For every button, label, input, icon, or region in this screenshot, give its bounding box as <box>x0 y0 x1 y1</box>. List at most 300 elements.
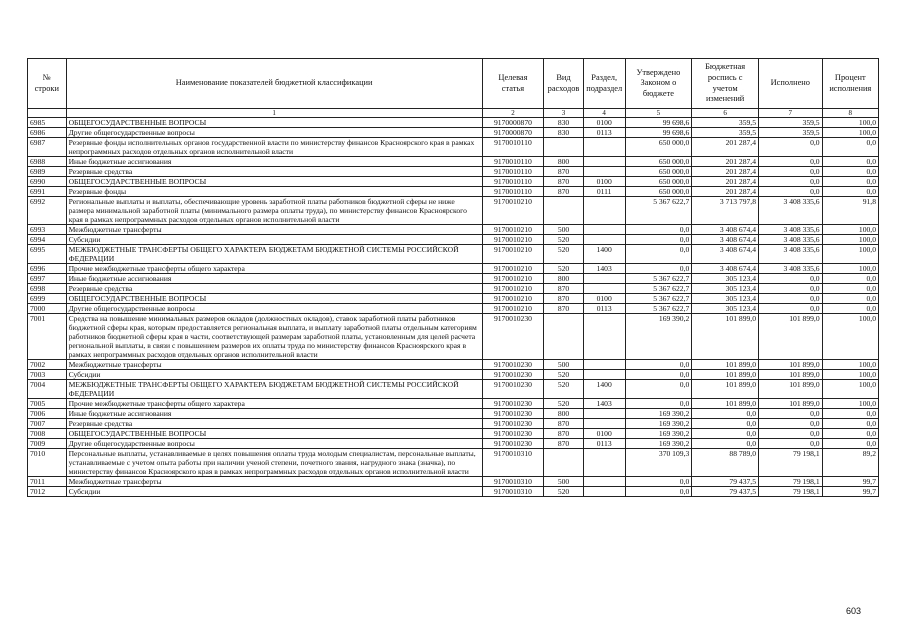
roster-amount: 101 899,0 <box>692 370 759 380</box>
expense-type: 870 <box>544 419 584 429</box>
header-row-number: № строки <box>28 59 67 109</box>
table-row <box>28 167 879 177</box>
table-row <box>28 477 879 487</box>
section: 1400 <box>583 245 625 264</box>
target-article: 9170010210 <box>482 197 544 225</box>
roster-amount: 201 287,4 <box>692 138 759 157</box>
target-article: 9170010110 <box>482 157 544 167</box>
approved-amount: 169 390,2 <box>625 419 692 429</box>
execution-percent: 0,0 <box>822 177 878 187</box>
indicator-name: ОБЩЕГОСУДАРСТВЕННЫЕ ВОПРОСЫ <box>66 118 482 128</box>
table-row <box>28 314 879 360</box>
section <box>583 409 625 419</box>
section <box>583 197 625 225</box>
roster-amount: 201 287,4 <box>692 167 759 177</box>
execution-percent: 0,0 <box>822 274 878 284</box>
target-article: 9170010110 <box>482 177 544 187</box>
roster-amount: 101 899,0 <box>692 360 759 370</box>
table-row <box>28 177 879 187</box>
indicator-name: Резервные фонды <box>66 187 482 197</box>
expense-type: 520 <box>544 399 584 409</box>
indicator-name: Межбюджетные трансферты <box>66 360 482 370</box>
row-number: 6992 <box>28 197 67 225</box>
expense-type: 520 <box>544 487 584 497</box>
expense-type <box>544 197 584 225</box>
roster-amount: 79 437,5 <box>692 477 759 487</box>
execution-percent: 100,0 <box>822 235 878 245</box>
target-article: 9170010210 <box>482 245 544 264</box>
executed-amount: 79 198,1 <box>759 449 823 477</box>
executed-amount: 0,0 <box>759 138 823 157</box>
roster-amount: 305 123,4 <box>692 274 759 284</box>
target-article: 9170010230 <box>482 429 544 439</box>
row-number: 7007 <box>28 419 67 429</box>
row-number: 6990 <box>28 177 67 187</box>
roster-amount: 3 408 674,4 <box>692 235 759 245</box>
table-row <box>28 118 879 128</box>
row-number: 6996 <box>28 264 67 274</box>
expense-type <box>544 449 584 477</box>
target-article: 9170010310 <box>482 487 544 497</box>
executed-amount: 0,0 <box>759 187 823 197</box>
execution-percent: 0,0 <box>822 409 878 419</box>
row-number: 6995 <box>28 245 67 264</box>
executed-amount: 79 198,1 <box>759 487 823 497</box>
indicator-name: Персональные выплаты, устанавливаемые в целях повышения оплаты труда молодым специалистам, персональные выплаты, устанавливаемые с учетом опыта работы при наличии ученой степени, почетного звания, нагрудного знака (значка), по министерству финансов Красноярского края в рамках непрограммных расходов отдельных органов исполнительной власти <box>66 449 482 477</box>
execution-percent: 100,0 <box>822 118 878 128</box>
roster-amount: 0,0 <box>692 439 759 449</box>
indicator-name: Резервные средства <box>66 419 482 429</box>
approved-amount: 650 000,0 <box>625 177 692 187</box>
indicator-name: Средства на повышение минимальных размеров окладов (должностных окладов), ставок заработной платы работников бюджетной сферы края, которым предоставляется региональная выплата, и выплату заработной платы отдельным категориям работников бюджетной сферы края в части, соответствующей размерам заработной платы, установленным для целей расчета региональной выплаты, в связи с повышением размеров их оплаты труда по министерству финансов Красноярского края в рамках непрограммных расходов отдельных органов исполнительной власти <box>66 314 482 360</box>
execution-percent: 0,0 <box>822 419 878 429</box>
indicator-name: Иные бюджетные ассигнования <box>66 409 482 419</box>
row-number: 7002 <box>28 360 67 370</box>
expense-type: 800 <box>544 274 584 284</box>
expense-type: 870 <box>544 177 584 187</box>
executed-amount: 0,0 <box>759 304 823 314</box>
expense-type: 870 <box>544 429 584 439</box>
table-row <box>28 138 879 157</box>
indicator-name: Субсидии <box>66 235 482 245</box>
page-number: 603 <box>846 606 862 616</box>
section <box>583 449 625 477</box>
row-number: 6991 <box>28 187 67 197</box>
roster-amount: 201 287,4 <box>692 187 759 197</box>
expense-type: 870 <box>544 304 584 314</box>
target-article: 9170010110 <box>482 187 544 197</box>
section: 0113 <box>583 128 625 138</box>
executed-amount: 101 899,0 <box>759 370 823 380</box>
section <box>583 314 625 360</box>
row-number: 6993 <box>28 225 67 235</box>
approved-amount: 0,0 <box>625 235 692 245</box>
approved-amount: 5 367 622,7 <box>625 294 692 304</box>
row-number: 6987 <box>28 138 67 157</box>
row-number: 7011 <box>28 477 67 487</box>
target-article: 9170010110 <box>482 167 544 177</box>
section: 1403 <box>583 399 625 409</box>
target-article: 9170010230 <box>482 419 544 429</box>
target-article: 9170010230 <box>482 380 544 399</box>
roster-amount: 101 899,0 <box>692 380 759 399</box>
row-number: 7006 <box>28 409 67 419</box>
approved-amount: 169 390,2 <box>625 439 692 449</box>
table-row <box>28 187 879 197</box>
expense-type: 800 <box>544 409 584 419</box>
table-row <box>28 429 879 439</box>
row-number: 7005 <box>28 399 67 409</box>
expense-type: 800 <box>544 157 584 167</box>
roster-amount: 3 408 674,4 <box>692 225 759 235</box>
expense-type: 520 <box>544 235 584 245</box>
target-article: 9170010230 <box>482 409 544 419</box>
executed-amount: 0,0 <box>759 177 823 187</box>
indicator-name: Межбюджетные трансферты <box>66 477 482 487</box>
execution-percent: 0,0 <box>822 429 878 439</box>
column-number: 7 <box>759 109 823 118</box>
execution-percent: 100,0 <box>822 360 878 370</box>
table-row <box>28 294 879 304</box>
column-number: 8 <box>822 109 878 118</box>
column-number: 6 <box>692 109 759 118</box>
execution-percent: 100,0 <box>822 370 878 380</box>
executed-amount: 101 899,0 <box>759 399 823 409</box>
expense-type: 520 <box>544 264 584 274</box>
executed-amount: 3 408 335,6 <box>759 245 823 264</box>
row-number: 7003 <box>28 370 67 380</box>
table-row <box>28 225 879 235</box>
table-header <box>28 59 879 118</box>
target-article: 9170010210 <box>482 284 544 294</box>
execution-percent: 100,0 <box>822 399 878 409</box>
roster-amount: 0,0 <box>692 429 759 439</box>
indicator-name: Субсидии <box>66 370 482 380</box>
execution-percent: 100,0 <box>822 225 878 235</box>
approved-amount: 5 367 622,7 <box>625 197 692 225</box>
section: 0111 <box>583 187 625 197</box>
approved-amount: 0,0 <box>625 399 692 409</box>
expense-type: 830 <box>544 128 584 138</box>
execution-percent: 100,0 <box>822 245 878 264</box>
table-row <box>28 274 879 284</box>
row-number: 6989 <box>28 167 67 177</box>
section: 0113 <box>583 439 625 449</box>
approved-amount: 0,0 <box>625 487 692 497</box>
target-article: 9170010210 <box>482 274 544 284</box>
row-number: 6998 <box>28 284 67 294</box>
indicator-name: Прочие межбюджетные трансферты общего характера <box>66 399 482 409</box>
executed-amount: 0,0 <box>759 157 823 167</box>
approved-amount: 0,0 <box>625 477 692 487</box>
execution-percent: 0,0 <box>822 167 878 177</box>
roster-amount: 0,0 <box>692 409 759 419</box>
target-article: 9170010230 <box>482 439 544 449</box>
executed-amount: 0,0 <box>759 294 823 304</box>
executed-amount: 101 899,0 <box>759 314 823 360</box>
table-row <box>28 245 879 264</box>
roster-amount: 3 408 674,4 <box>692 245 759 264</box>
row-number: 6994 <box>28 235 67 245</box>
executed-amount: 0,0 <box>759 167 823 177</box>
roster-amount: 79 437,5 <box>692 487 759 497</box>
target-article: 9170010210 <box>482 225 544 235</box>
target-article: 9170010210 <box>482 264 544 274</box>
roster-amount: 359,5 <box>692 118 759 128</box>
expense-type: 520 <box>544 380 584 399</box>
approved-amount: 0,0 <box>625 264 692 274</box>
execution-percent: 0,0 <box>822 294 878 304</box>
section: 1403 <box>583 264 625 274</box>
row-number: 6986 <box>28 128 67 138</box>
approved-amount: 99 698,6 <box>625 118 692 128</box>
table-row <box>28 235 879 245</box>
expense-type: 870 <box>544 439 584 449</box>
indicator-name: Прочие межбюджетные трансферты общего характера <box>66 264 482 274</box>
section: 0100 <box>583 177 625 187</box>
expense-type: 870 <box>544 284 584 294</box>
approved-amount: 0,0 <box>625 360 692 370</box>
target-article: 9170010230 <box>482 360 544 370</box>
table-row <box>28 360 879 370</box>
column-number: 1 <box>66 109 482 118</box>
section <box>583 419 625 429</box>
execution-percent: 100,0 <box>822 264 878 274</box>
executed-amount: 359,5 <box>759 128 823 138</box>
approved-amount: 5 367 622,7 <box>625 274 692 284</box>
target-article: 9170010230 <box>482 314 544 360</box>
roster-amount: 3 713 797,8 <box>692 197 759 225</box>
executed-amount: 0,0 <box>759 429 823 439</box>
row-number: 7010 <box>28 449 67 477</box>
indicator-name: Межбюджетные трансферты <box>66 225 482 235</box>
section <box>583 138 625 157</box>
execution-percent: 0,0 <box>822 138 878 157</box>
indicator-name: МЕЖБЮДЖЕТНЫЕ ТРАНСФЕРТЫ ОБЩЕГО ХАРАКТЕРА БЮДЖЕТАМ БЮДЖЕТНОЙ СИСТЕМЫ РОССИЙСКОЙ ФЕДЕРАЦИИ <box>66 245 482 264</box>
execution-percent: 99,7 <box>822 487 878 497</box>
expense-type: 830 <box>544 118 584 128</box>
expense-type <box>544 138 584 157</box>
section: 0100 <box>583 118 625 128</box>
approved-amount: 0,0 <box>625 225 692 235</box>
table-body <box>28 118 879 497</box>
column-number <box>28 109 67 118</box>
table-row <box>28 487 879 497</box>
table-row <box>28 370 879 380</box>
executed-amount: 0,0 <box>759 439 823 449</box>
row-number: 7000 <box>28 304 67 314</box>
section: 0113 <box>583 304 625 314</box>
target-article: 9170010110 <box>482 138 544 157</box>
row-number: 7009 <box>28 439 67 449</box>
executed-amount: 79 198,1 <box>759 477 823 487</box>
column-number: 5 <box>625 109 692 118</box>
target-article: 9170010230 <box>482 370 544 380</box>
approved-amount: 99 698,6 <box>625 128 692 138</box>
execution-percent: 100,0 <box>822 128 878 138</box>
row-number: 7004 <box>28 380 67 399</box>
approved-amount: 650 000,0 <box>625 187 692 197</box>
section <box>583 370 625 380</box>
header-approved: Утверждено Законом о бюджете <box>625 59 692 109</box>
target-article: 9170010210 <box>482 235 544 245</box>
execution-percent: 99,7 <box>822 477 878 487</box>
header-target-article: Целевая статья <box>482 59 544 109</box>
table-row <box>28 439 879 449</box>
target-article: 9170010210 <box>482 304 544 314</box>
expense-type: 500 <box>544 360 584 370</box>
target-article: 9170000870 <box>482 128 544 138</box>
table-row <box>28 128 879 138</box>
section <box>583 477 625 487</box>
executed-amount: 359,5 <box>759 118 823 128</box>
approved-amount: 0,0 <box>625 245 692 264</box>
section: 1400 <box>583 380 625 399</box>
target-article: 9170010230 <box>482 399 544 409</box>
roster-amount: 359,5 <box>692 128 759 138</box>
row-number: 7008 <box>28 429 67 439</box>
executed-amount: 0,0 <box>759 419 823 429</box>
roster-amount: 201 287,4 <box>692 177 759 187</box>
table-row <box>28 197 879 225</box>
indicator-name: Резервные средства <box>66 167 482 177</box>
executed-amount: 3 408 335,6 <box>759 264 823 274</box>
column-number-row <box>28 109 879 118</box>
indicator-name: Другие общегосударственные вопросы <box>66 439 482 449</box>
indicator-name: Другие общегосударственные вопросы <box>66 304 482 314</box>
approved-amount: 0,0 <box>625 370 692 380</box>
executed-amount: 3 408 335,6 <box>759 235 823 245</box>
roster-amount: 101 899,0 <box>692 399 759 409</box>
row-number: 7012 <box>28 487 67 497</box>
executed-amount: 0,0 <box>759 274 823 284</box>
indicator-name: МЕЖБЮДЖЕТНЫЕ ТРАНСФЕРТЫ ОБЩЕГО ХАРАКТЕРА БЮДЖЕТАМ БЮДЖЕТНОЙ СИСТЕМЫ РОССИЙСКОЙ ФЕДЕРАЦИИ <box>66 380 482 399</box>
approved-amount: 169 390,2 <box>625 429 692 439</box>
execution-percent: 100,0 <box>822 380 878 399</box>
expense-type <box>544 314 584 360</box>
execution-percent: 0,0 <box>822 439 878 449</box>
approved-amount: 370 109,3 <box>625 449 692 477</box>
table-row <box>28 449 879 477</box>
roster-amount: 305 123,4 <box>692 284 759 294</box>
indicator-name: ОБЩЕГОСУДАРСТВЕННЫЕ ВОПРОСЫ <box>66 177 482 187</box>
executed-amount: 0,0 <box>759 409 823 419</box>
indicator-name: ОБЩЕГОСУДАРСТВЕННЫЕ ВОПРОСЫ <box>66 429 482 439</box>
section <box>583 360 625 370</box>
expense-type: 520 <box>544 245 584 264</box>
indicator-name: Субсидии <box>66 487 482 497</box>
approved-amount: 0,0 <box>625 380 692 399</box>
row-number: 6985 <box>28 118 67 128</box>
approved-amount: 650 000,0 <box>625 157 692 167</box>
roster-amount: 88 789,0 <box>692 449 759 477</box>
header-executed: Исполнено <box>759 59 823 109</box>
row-number: 6988 <box>28 157 67 167</box>
indicator-name: Региональные выплаты и выплаты, обеспечивающие уровень заработной платы работников бюджетной сферы не ниже размера минимальной заработной платы (минимального размера оплаты труда), по министерству финансов Красноярского края в рамках непрограммных расходов отдельных органов исполнительной власти <box>66 197 482 225</box>
column-number: 4 <box>583 109 625 118</box>
expense-type: 520 <box>544 370 584 380</box>
indicator-name: Другие общегосударственные вопросы <box>66 128 482 138</box>
table-row <box>28 399 879 409</box>
section <box>583 235 625 245</box>
executed-amount: 101 899,0 <box>759 360 823 370</box>
roster-amount: 305 123,4 <box>692 304 759 314</box>
execution-percent: 91,8 <box>822 197 878 225</box>
table-row <box>28 409 879 419</box>
expense-type: 500 <box>544 477 584 487</box>
indicator-name: Резервные средства <box>66 284 482 294</box>
section <box>583 167 625 177</box>
indicator-name: ОБЩЕГОСУДАРСТВЕННЫЕ ВОПРОСЫ <box>66 294 482 304</box>
executed-amount: 0,0 <box>759 284 823 294</box>
executed-amount: 101 899,0 <box>759 380 823 399</box>
indicator-name: Иные бюджетные ассигнования <box>66 274 482 284</box>
expense-type: 870 <box>544 167 584 177</box>
indicator-name: Иные бюджетные ассигнования <box>66 157 482 167</box>
table-row <box>28 264 879 274</box>
header-section: Раздел, подраздел <box>583 59 625 109</box>
approved-amount: 169 390,2 <box>625 409 692 419</box>
roster-amount: 3 408 674,4 <box>692 264 759 274</box>
row-number: 6997 <box>28 274 67 284</box>
row-number: 7001 <box>28 314 67 360</box>
roster-amount: 201 287,4 <box>692 157 759 167</box>
execution-percent: 0,0 <box>822 187 878 197</box>
executed-amount: 3 408 335,6 <box>759 197 823 225</box>
roster-amount: 0,0 <box>692 419 759 429</box>
execution-percent: 0,0 <box>822 284 878 294</box>
table-row <box>28 419 879 429</box>
section <box>583 225 625 235</box>
expense-type: 870 <box>544 187 584 197</box>
target-article: 9170000870 <box>482 118 544 128</box>
budget-table <box>27 58 879 497</box>
section <box>583 274 625 284</box>
header-expense-type: Вид расходов <box>544 59 584 109</box>
section <box>583 487 625 497</box>
row-number: 6999 <box>28 294 67 304</box>
expense-type: 870 <box>544 294 584 304</box>
section: 0100 <box>583 429 625 439</box>
table-row <box>28 157 879 167</box>
target-article: 9170010310 <box>482 477 544 487</box>
approved-amount: 5 367 622,7 <box>625 284 692 294</box>
header-budget-roster: Бюджетная роспись с учетом изменений <box>692 59 759 109</box>
roster-amount: 101 899,0 <box>692 314 759 360</box>
approved-amount: 5 367 622,7 <box>625 304 692 314</box>
execution-percent: 89,2 <box>822 449 878 477</box>
target-article: 9170010310 <box>482 449 544 477</box>
approved-amount: 650 000,0 <box>625 138 692 157</box>
roster-amount: 305 123,4 <box>692 294 759 304</box>
executed-amount: 3 408 335,6 <box>759 225 823 235</box>
header-indicator-name: Наименование показателей бюджетной классификации <box>66 59 482 109</box>
section: 0100 <box>583 294 625 304</box>
table-row <box>28 304 879 314</box>
section <box>583 157 625 167</box>
expense-type: 500 <box>544 225 584 235</box>
target-article: 9170010210 <box>482 294 544 304</box>
column-number: 3 <box>544 109 584 118</box>
approved-amount: 650 000,0 <box>625 167 692 177</box>
column-number: 2 <box>482 109 544 118</box>
execution-percent: 0,0 <box>822 304 878 314</box>
execution-percent: 0,0 <box>822 157 878 167</box>
approved-amount: 169 390,2 <box>625 314 692 360</box>
indicator-name: Резервные фонды исполнительных органов государственной власти по министерству финансов Красноярского края в рамках непрограммных расходов отдельных органов исполнительной власти <box>66 138 482 157</box>
table-row <box>28 284 879 294</box>
section <box>583 284 625 294</box>
